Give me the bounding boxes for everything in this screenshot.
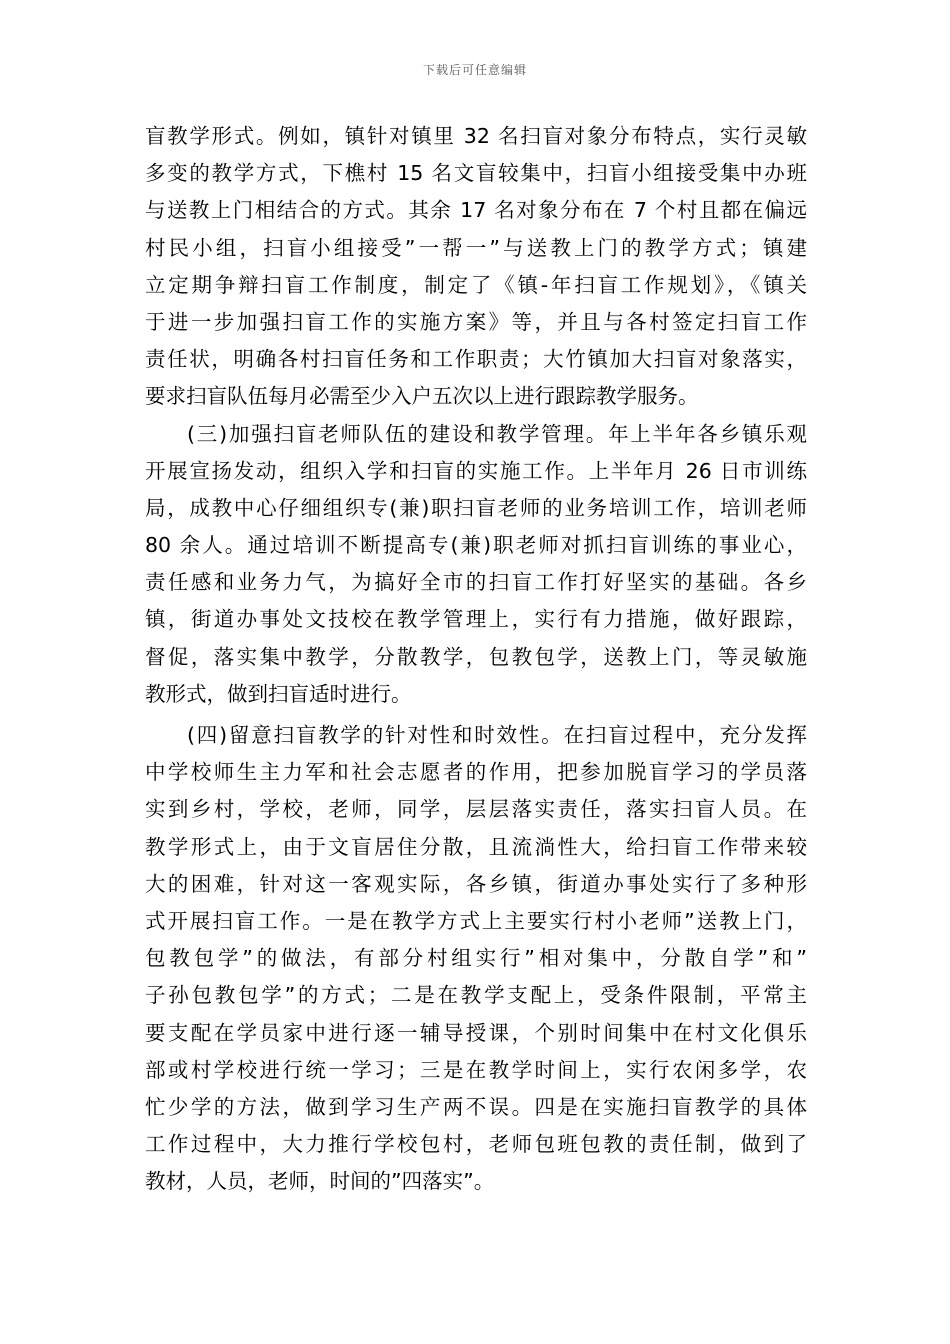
- paragraph-continuation: [145, 118, 807, 416]
- text-line: 忙少学的方法，做到学习生产两不误。四是在实施扫盲教学的具体: [145, 1094, 807, 1119]
- text-line: 督促，落实集中教学，分散教学，包教包学，送教上门，等灵敏施: [145, 644, 807, 669]
- text-line: 部或村学校进行统一学习；三是在教学时间上，实行农闲多学，农: [145, 1057, 807, 1082]
- text-line: 工作过程中，大力推行学校包村，老师包班包教的责任制，做到了: [145, 1132, 807, 1157]
- text-line: 中学校师生主力军和社会志愿者的作用，把参加脱盲学习的学员落: [145, 760, 807, 785]
- paragraph-section-3: [145, 416, 807, 714]
- text-line: 80 余人。通过培训不断提高专(兼)职老师对抓扫盲训练的事业心，: [145, 533, 807, 558]
- text-line: 村民小组，扫盲小组接受”一帮一”与送教上门的教学方式；镇建: [145, 235, 807, 260]
- text-line: 子孙包教包学”的方式；二是在教学支配上，受条件限制，平常主: [145, 983, 807, 1008]
- text-line: 教学形式上，由于文盲居住分散，且流淌性大，给扫盲工作带来较: [145, 834, 807, 859]
- text-line: 式开展扫盲工作。一是在教学方式上主要实行村小老师”送教上门，: [145, 908, 807, 933]
- text-line: 开展宣扬发动，组织入学和扫盲的实施工作。上半年月 26 日市训练: [145, 458, 807, 483]
- text-line: 镇，街道办事处文技校在教学管理上，实行有力措施，做好跟踪，: [145, 607, 807, 632]
- text-line: 大的困难，针对这一客观实际，各乡镇，街道办事处实行了多种形: [145, 871, 807, 896]
- text-line: (四)留意扫盲教学的针对性和时效性。在扫盲过程中，充分发挥: [187, 723, 807, 747]
- text-line: 责任感和业务力气，为搞好全市的扫盲工作打好坚实的基础。各乡: [145, 570, 807, 595]
- text-line: 局，成教中心仔细组织专(兼)职扫盲老师的业务培训工作，培训老师: [145, 495, 807, 520]
- text-line: 责任状，明确各村扫盲任务和工作职责；大竹镇加大扫盲对象落实，: [145, 347, 807, 372]
- document-body: [145, 118, 807, 1200]
- text-line: 与送教上门相结合的方式。其余 17 名对象分布在 7 个村且都在偏远: [145, 198, 807, 223]
- text-line: 要求扫盲队伍每月必需至少入户五次以上进行跟踪教学服务。: [145, 384, 699, 409]
- text-line: 立定期争辩扫盲工作制度，制定了《镇-年扫盲工作规划》，《镇关: [145, 272, 807, 297]
- text-line: 教形式，做到扫盲适时进行。: [145, 681, 412, 706]
- text-line: (三)加强扫盲老师队伍的建设和教学管理。年上半年各乡镇乐观: [187, 421, 807, 446]
- page-header: 下载后可任意编辑: [422, 63, 527, 77]
- text-line: 盲教学形式。例如，镇针对镇里 32 名扫盲对象分布特点，实行灵敏: [145, 124, 807, 148]
- text-line: 教材，人员，老师，时间的”四落实”。: [145, 1169, 495, 1194]
- text-line: 实到乡村，学校，老师，同学，层层落实责任，落实扫盲人员。在: [145, 797, 807, 822]
- text-line: 包教包学”的做法，有部分村组实行”相对集中，分散自学”和”: [145, 946, 807, 971]
- text-line: 于进一步加强扫盲工作的实施方案》等，并且与各村签定扫盲工作: [145, 309, 807, 334]
- text-line: 多变的教学方式，下樵村 15 名文盲较集中，扫盲小组接受集中办班: [145, 161, 807, 186]
- paragraph-section-4: [145, 717, 807, 1200]
- text-line: 要支配在学员家中进行逐一辅导授课，个别时间集中在村文化俱乐: [145, 1020, 807, 1045]
